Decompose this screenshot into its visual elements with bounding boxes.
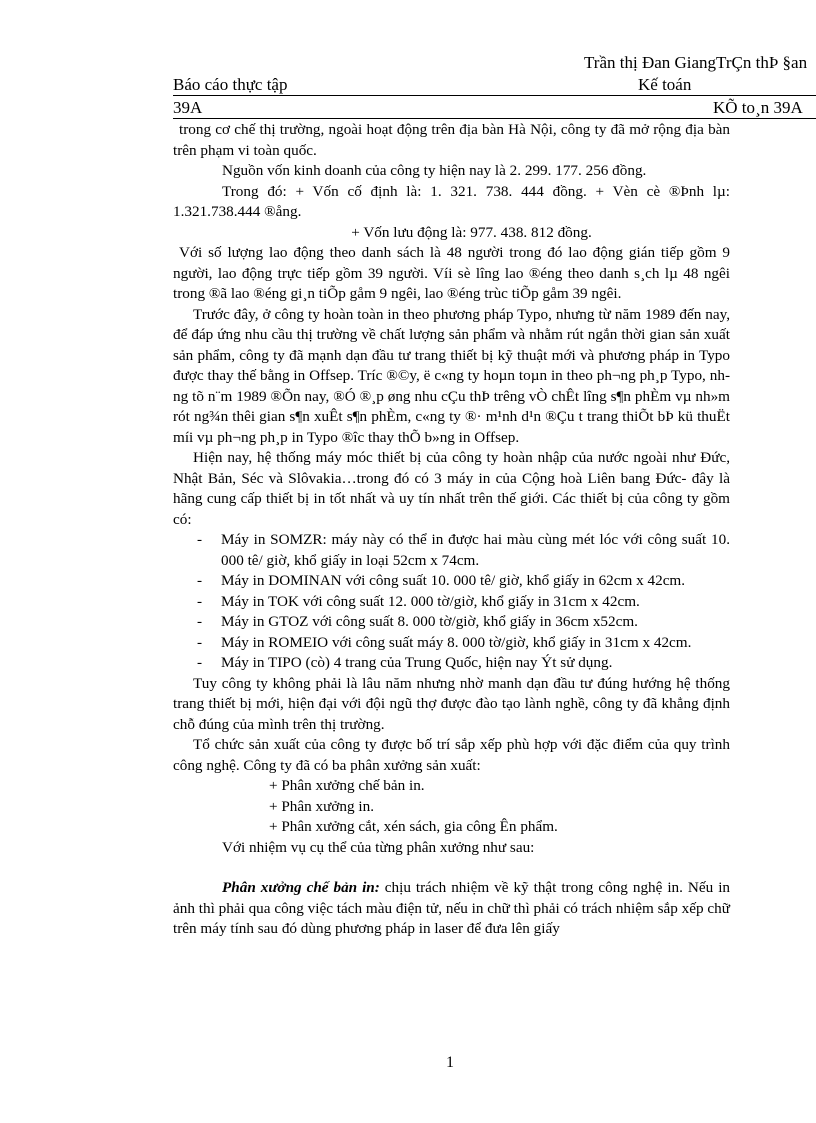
- paragraph-capital: Nguồn vốn kinh doanh của công ty hiện nay là 2. 299. 177. 256 đồng.: [222, 162, 647, 179]
- paragraph-fixed-capital: Trong đó: + Vốn cố định là: 1. 321. 738. 444 đồng. + Vèn cè ®Þnh lµ: 1.321.738.444 ®ång.: [173, 182, 730, 220]
- workshop-item: + Phân xưởng in.: [269, 797, 374, 815]
- workshop-item: + Phân xưởng cắt, xén sách, gia công Ên phẩm.: [269, 818, 558, 835]
- header-row-1: [173, 75, 816, 96]
- paragraph-organization: Tổ chức sản xuất của công ty được bố trí sắp xếp phù hợp với đặc điểm của quy trình công nghệ. Công ty đã có ba phân xưởng sản xuất:: [173, 736, 730, 774]
- prepress-heading: Phân xưởng chế bản in:: [222, 879, 380, 896]
- paragraph-equipment: Hiện nay, hệ thống máy móc thiết bị của công ty hoàn nhập của nước ngoài như Đức, Nhật Bản, Séc và Slôvakia…trong đó có 3 máy in của Cộng hoà Liên bang Đức- đây là hãng cung cấp thiết bị in tốt nhất và uy tín nhất trên thế giới. Các thiết bị của công ty gồm có:: [173, 449, 730, 528]
- paragraph-labor: Với số lượng lao động theo danh sách là 48 người trong đó lao động gián tiếp gồm 9 người, lao động trực tiếp gồm 39 người. Víi sè lîng lao ®éng theo danh s¸ch lµ 48 ngêi trong ®ã lao ®éng gi¸n tiÕp gåm 9 ngêi, lao ®éng trùc tiÕp gåm 39 ngêi.: [173, 244, 730, 302]
- header-class-garbled: KÕ to¸n 39A: [713, 98, 803, 117]
- paragraph-history: Trước đây, ở công ty hoàn toàn in theo phương pháp Typo, nhưng từ năm 1989 đến nay, để đáp ứng nhu cầu thị trường về chất lượng sản phẩm và nhằm rút ngắn thời gian sản xuất sản phẩm, công ty đã mạnh dạn đầu tư trang thiết bị kỹ thuật mới và phương pháp in Typo được thay thế bằng in Offsep. Tríc ®©y, ë c«ng ty hoµn toµn in theo ph¬ng ph¸p Typo, nhng tõ n¨m 1989 ®Õn nay, ®Ó ®¸p øng nhu cÇu thÞ trêng vÒ chÊt lîng s¶n phÈm vµ nh»m rót ng¾n thêi gian s¶n xuÊt s¶n phÈm, c«ng ty ®· m¹nh d¹n ®Çu t trang thiÕt bÞ kü thuËt míi vµ ph¬ng ph¸p in Typo ®îc thay thÕ b»ng in Offsep.: [173, 305, 730, 446]
- list-item-text: Máy in GTOZ với công suất 8. 000 tờ/giờ, khổ giấy in 36cm x52cm.: [221, 613, 638, 630]
- machine-list: [173, 530, 730, 674]
- list-item-text: Máy in SOMZR: máy này có thể in được hai màu cùng mét lóc với công suất 10. 000 tê/ giờ, khổ giấy in loại 52cm x 74cm.: [221, 531, 730, 569]
- list-dash: -: [197, 572, 203, 589]
- header-row-2: [173, 98, 816, 119]
- list-dash: -: [197, 592, 203, 610]
- list-item-text: Máy in TIPO (cò) 4 trang của Trung Quốc, hiện nay Ýt sử dụng.: [221, 654, 613, 671]
- paragraph-investment: Tuy công ty không phải là lâu năm nhưng nhờ manh dạn đầu tư đúng hướng hệ thống trang thiết bị mới, hiện đại với đội ngũ thợ được đào tạo lành nghề, công ty đã khẳng định chỗ đúng của mình trên thị trường.: [173, 674, 730, 733]
- list-item: [173, 612, 730, 633]
- header-author: Trần thị Đan GiangTrÇn thÞ §an: [584, 53, 808, 72]
- paragraph-working-capital: + Vốn lưu động là: 977. 438. 812 đồng.: [351, 223, 592, 241]
- list-item: [173, 571, 730, 592]
- list-dash: -: [197, 654, 203, 671]
- workshop-item: + Phân xưởng chế bản in.: [269, 777, 425, 794]
- paragraph-market: trong cơ chế thị trường, ngoài hoạt động trên địa bàn Hà Nội, công ty đã mở rộng địa bàn trên phạm vi toàn quốc.: [173, 121, 730, 159]
- list-dash: -: [197, 531, 203, 548]
- page-number: 1: [446, 1054, 454, 1071]
- header-department: Kế toán: [638, 75, 692, 94]
- list-item-text: Máy in TOK với công suất 12. 000 tờ/giờ, khổ giấy in 31cm x 42cm.: [221, 592, 640, 610]
- list-item: [173, 592, 730, 613]
- spacer: [173, 858, 730, 878]
- list-item: [173, 530, 730, 571]
- prepress-text: chịu trách nhiệm về kỹ thật trong công nghệ in. Nếu in ảnh thì phải qua công việc tách màu điện tử, nếu in chữ thì phải có trách nhiệm sắp xếp chữ trên máy tính sau đó dùng phương pháp in laser để đưa lên giấy: [173, 879, 731, 937]
- list-item-text: Máy in DOMINAN với công suất 10. 000 tê/ giờ, khổ giấy in 62cm x 42cm.: [221, 572, 686, 589]
- document-body: [173, 120, 730, 940]
- paragraph-prepress: [173, 878, 730, 940]
- list-item: [173, 633, 730, 654]
- list-item-text: Máy in ROMEIO với công suất máy 8. 000 tờ/giờ, khổ giấy in 31cm x 42cm.: [221, 633, 692, 651]
- list-item: [173, 653, 730, 674]
- header-class: 39A: [173, 98, 203, 117]
- header-report-title: Báo cáo thực tập: [173, 75, 288, 94]
- paragraph-duties: Với nhiệm vụ cụ thể của từng phân xưởng như sau:: [222, 838, 535, 856]
- list-dash: -: [197, 613, 203, 630]
- list-dash: -: [197, 633, 203, 651]
